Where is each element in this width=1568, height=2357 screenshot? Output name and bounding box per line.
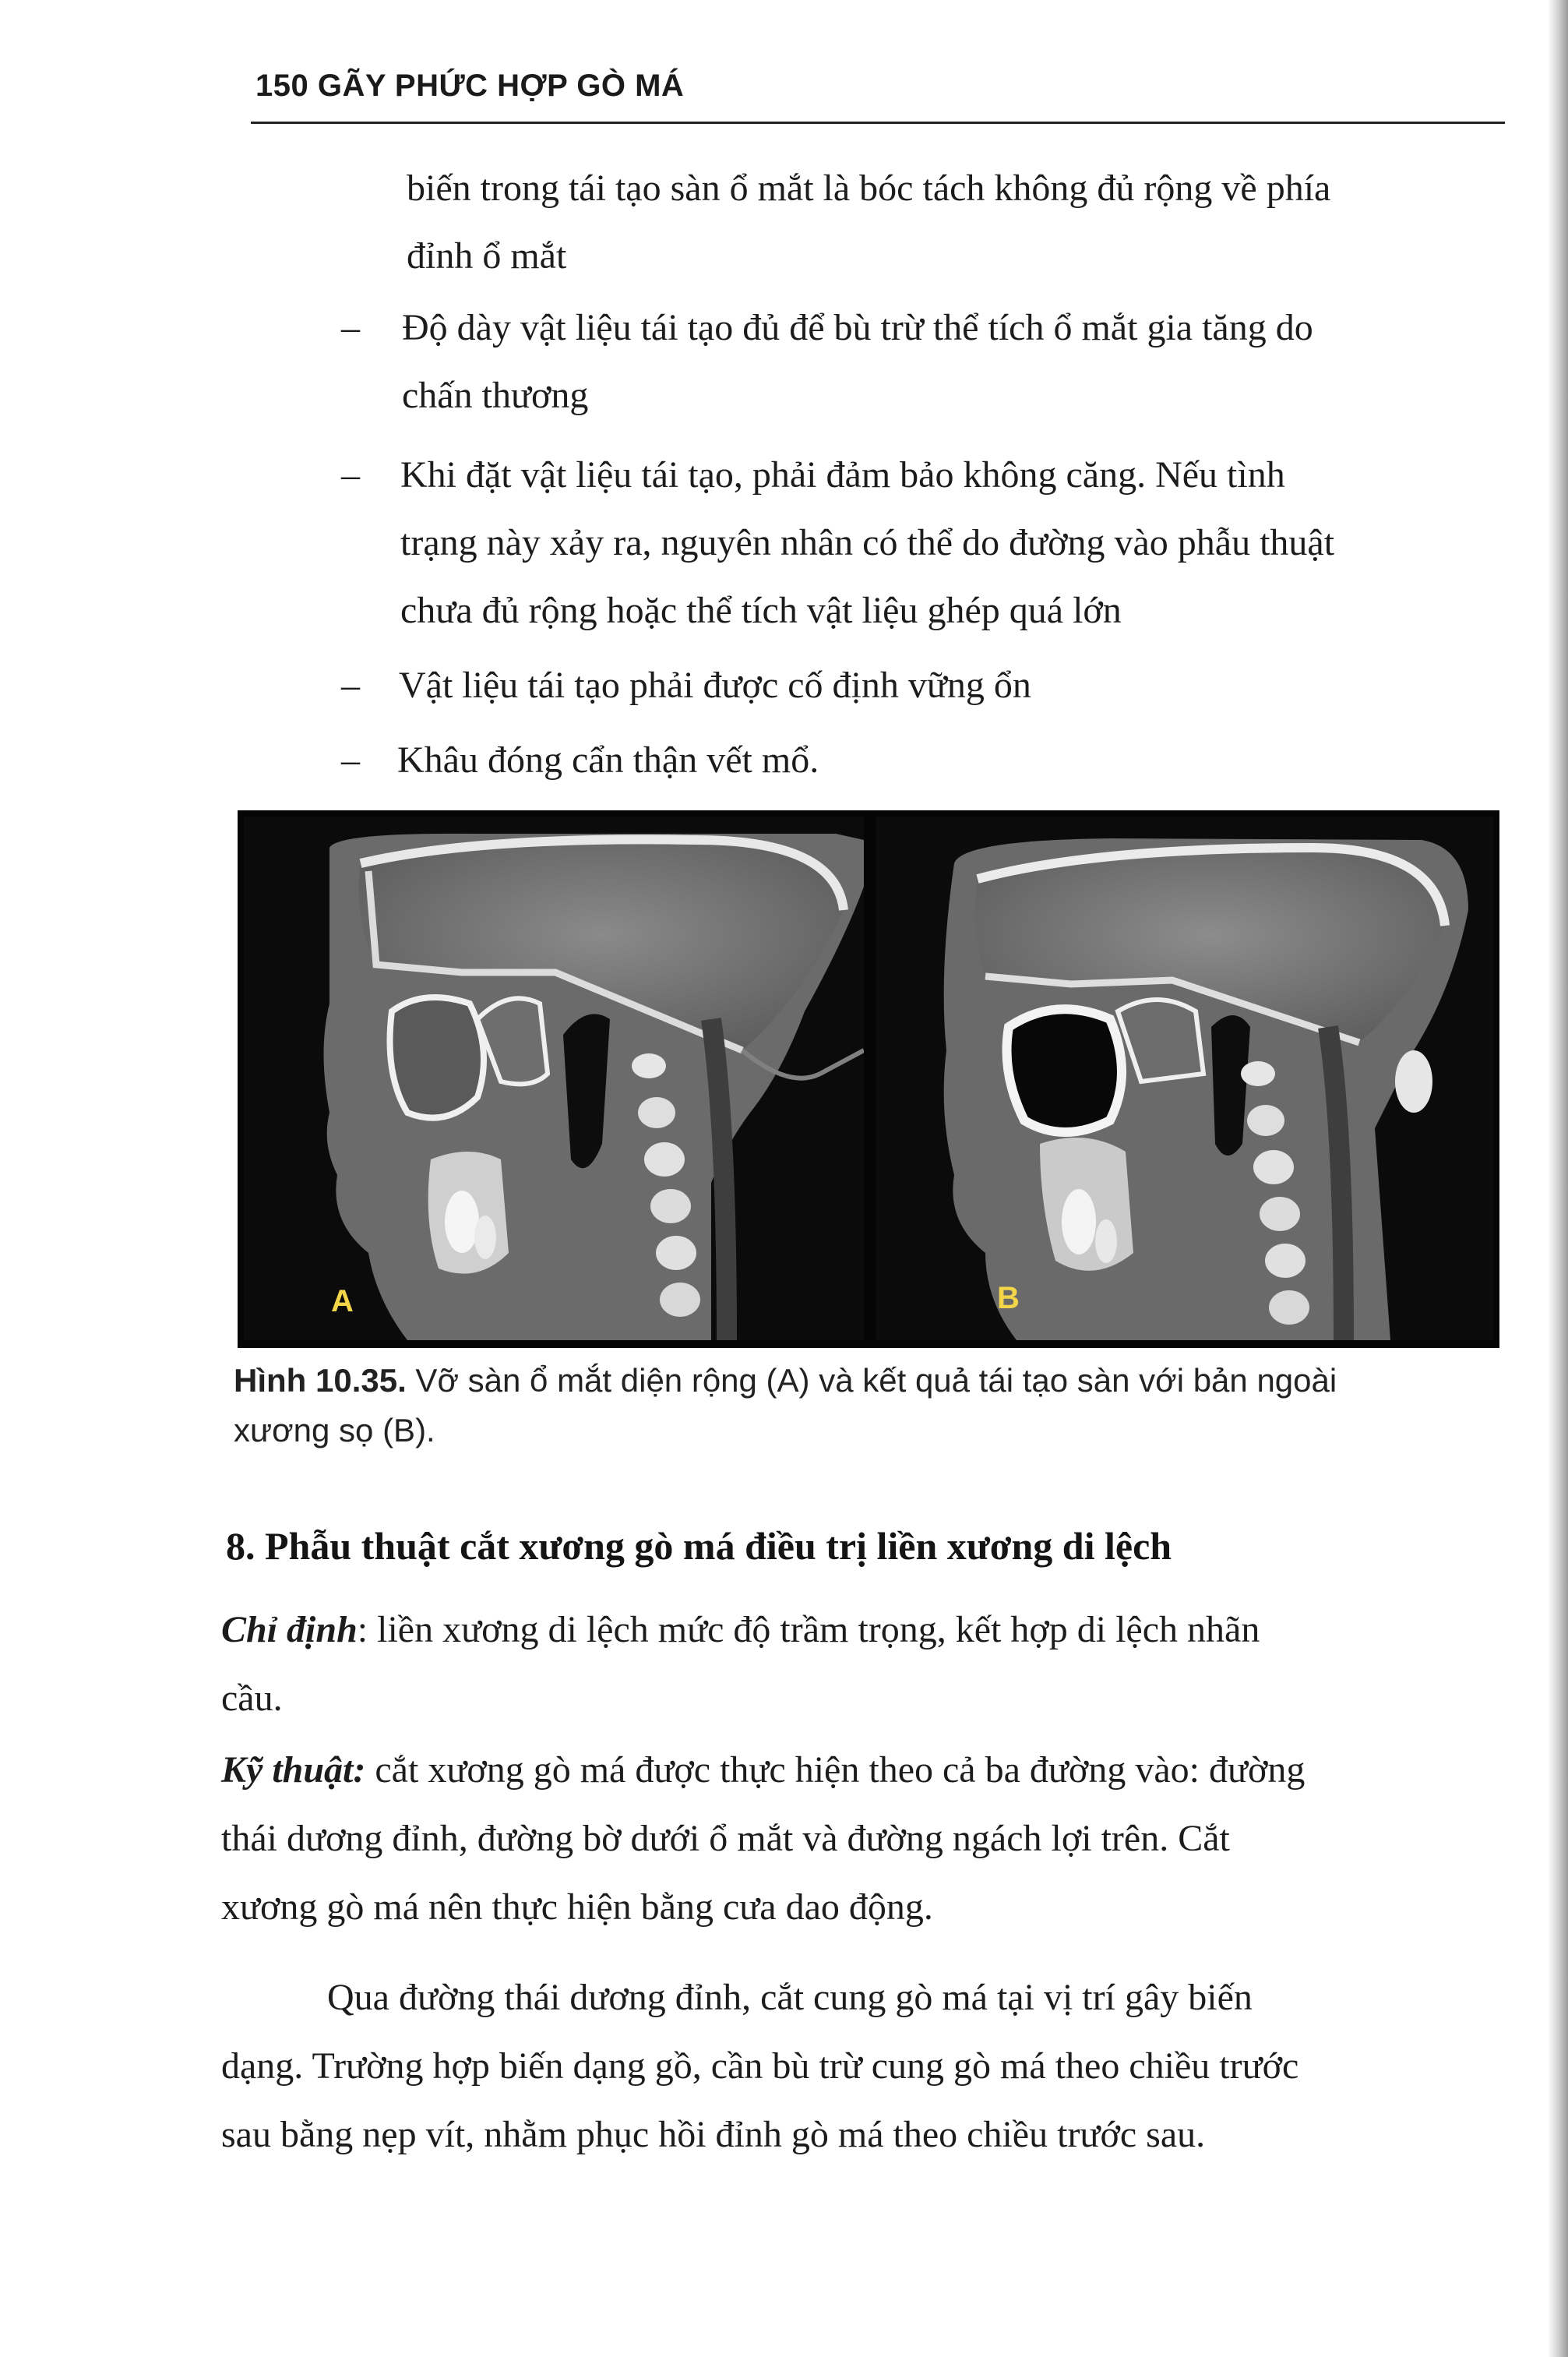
bullet-line: Vật liệu tái tạo phải được cố định vững ổn bbox=[399, 665, 1031, 706]
running-header: 150 GÃY PHỨC HỢP GÒ MÁ bbox=[255, 69, 685, 103]
ct-label-b: B bbox=[997, 1281, 1020, 1315]
bullet-line: chưa đủ rộng hoặc thể tích vật liệu ghép quá lớn bbox=[400, 590, 1122, 631]
technique-line-3: xương gò má nên thực hiện bằng cưa dao động. bbox=[221, 1886, 933, 1928]
bullet-line: trạng này xảy ra, nguyên nhân có thể do đường vào phẫu thuật bbox=[400, 522, 1335, 563]
indication-label: Chỉ định bbox=[221, 1609, 358, 1650]
bullet-line: Khâu đóng cẩn thận vết mổ. bbox=[397, 739, 819, 781]
bullet-line: Độ dày vật liệu tái tạo đủ để bù trừ thể tích ổ mắt gia tăng do bbox=[402, 307, 1313, 348]
caption-label: Hình 10.35. bbox=[234, 1362, 407, 1399]
body-line-1: Qua đường thái dương đỉnh, cắt cung gò má tại vị trí gây biến bbox=[327, 1977, 1253, 2018]
ct-label-a: A bbox=[331, 1284, 354, 1318]
figure-caption bbox=[234, 1356, 1511, 1455]
ct-panel-a bbox=[244, 817, 864, 1340]
indication-line-1 bbox=[221, 1596, 1506, 1664]
page-edge-shadow bbox=[1548, 0, 1568, 2357]
body-paragraph bbox=[221, 1964, 1506, 2169]
caption-text: Vỡ sàn ổ mắt diện rộng (A) và kết quả tái tạo sàn với bản ngoài bbox=[406, 1362, 1337, 1399]
technique-line-2: thái dương đỉnh, đường bờ dưới ổ mắt và đường ngách lợi trên. Cắt bbox=[221, 1818, 1230, 1859]
ct-image-a bbox=[244, 817, 864, 1340]
body-line-3: sau bằng nẹp vít, nhằm phục hồi đỉnh gò má theo chiều trước sau. bbox=[221, 2114, 1206, 2155]
continuation-line-1: biến trong tái tạo sàn ổ mắt là bóc tách không đủ rộng về phía bbox=[407, 168, 1331, 209]
ct-panel-b bbox=[876, 817, 1493, 1340]
section-heading: 8. Phẫu thuật cắt xương gò má điều trị liền xương di lệch bbox=[226, 1524, 1172, 1568]
indication-line-2: cầu. bbox=[221, 1678, 283, 1719]
bullet-dash: – bbox=[341, 307, 360, 348]
caption-line-1 bbox=[234, 1356, 1511, 1406]
bullet-dash: – bbox=[341, 739, 360, 781]
indication-text: : liền xương di lệch mức độ trầm trọng, kết hợp di lệch nhãn bbox=[357, 1609, 1260, 1650]
caption-line-2: xương sọ (B). bbox=[234, 1412, 435, 1448]
technique-line-1 bbox=[221, 1736, 1506, 1805]
ct-image-b bbox=[876, 817, 1493, 1340]
technique-paragraph bbox=[221, 1736, 1506, 1942]
bullet-line: Khi đặt vật liệu tái tạo, phải đảm bảo không căng. Nếu tình bbox=[400, 454, 1285, 496]
continuation-line-2: đỉnh ổ mắt bbox=[407, 235, 567, 277]
bullet-line: chấn thương bbox=[402, 375, 589, 416]
figure-ct-scans bbox=[238, 810, 1499, 1348]
body-line-2: dạng. Trường hợp biến dạng gồ, cần bù trừ cung gò má theo chiều trước bbox=[221, 2045, 1299, 2087]
header-rule bbox=[251, 122, 1505, 124]
technique-text: cắt xương gò má được thực hiện theo cả ba đường vào: đường bbox=[365, 1749, 1305, 1791]
bullet-dash: – bbox=[341, 665, 360, 706]
bullet-dash: – bbox=[341, 454, 360, 496]
technique-label: Kỹ thuật: bbox=[221, 1749, 366, 1791]
indication-paragraph bbox=[221, 1596, 1506, 1733]
